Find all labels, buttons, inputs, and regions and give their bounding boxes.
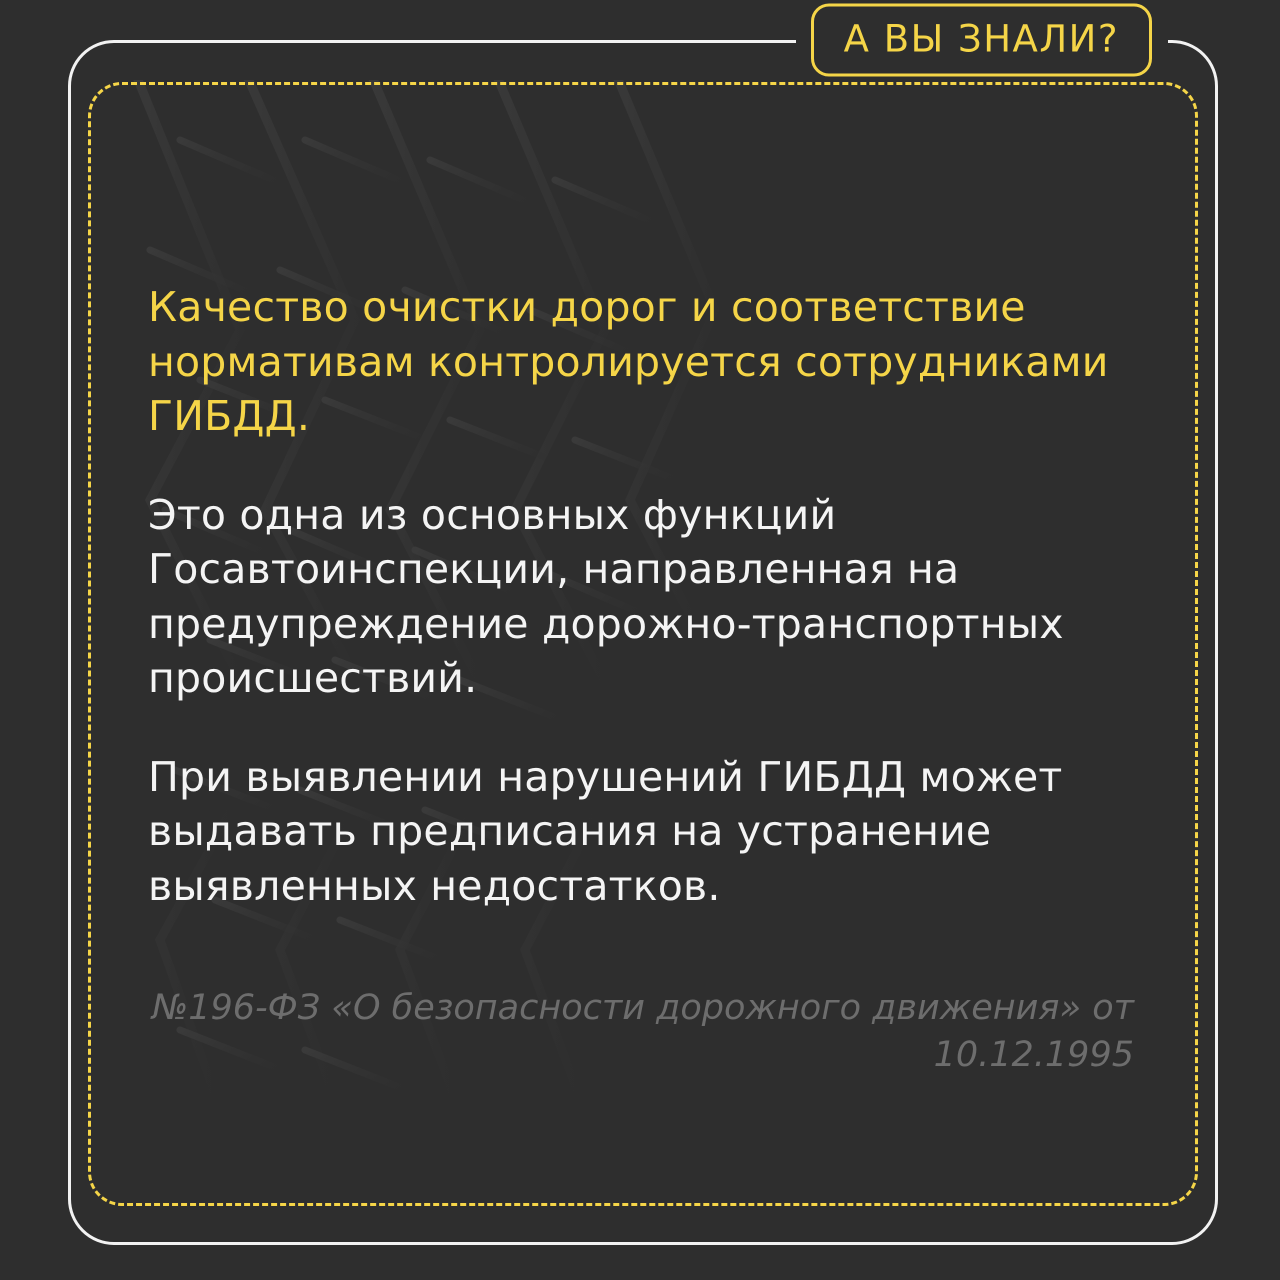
paragraph-enforcement: При выявлении нарушений ГИБДД может выдавать предписания на устранение выявленных недостатков.: [148, 752, 1063, 910]
source-reference: №196-ФЗ «О безопасности дорожного движения» от 10.12.1995: [151, 988, 1134, 1076]
paragraph-lead: Качество очистки дорог и соответствие нормативам контролируется сотрудниками ГИБДД.: [148, 283, 1109, 441]
did-you-know-badge: [811, 4, 1152, 77]
content-block: [148, 280, 1138, 913]
badge-label: А ВЫ ЗНАЛИ?: [843, 17, 1119, 61]
paragraph-function: Это одна из основных функций Госавтоинспекции, направленная на предупреждение дорожно-транспортных происшествий.: [148, 490, 1064, 703]
